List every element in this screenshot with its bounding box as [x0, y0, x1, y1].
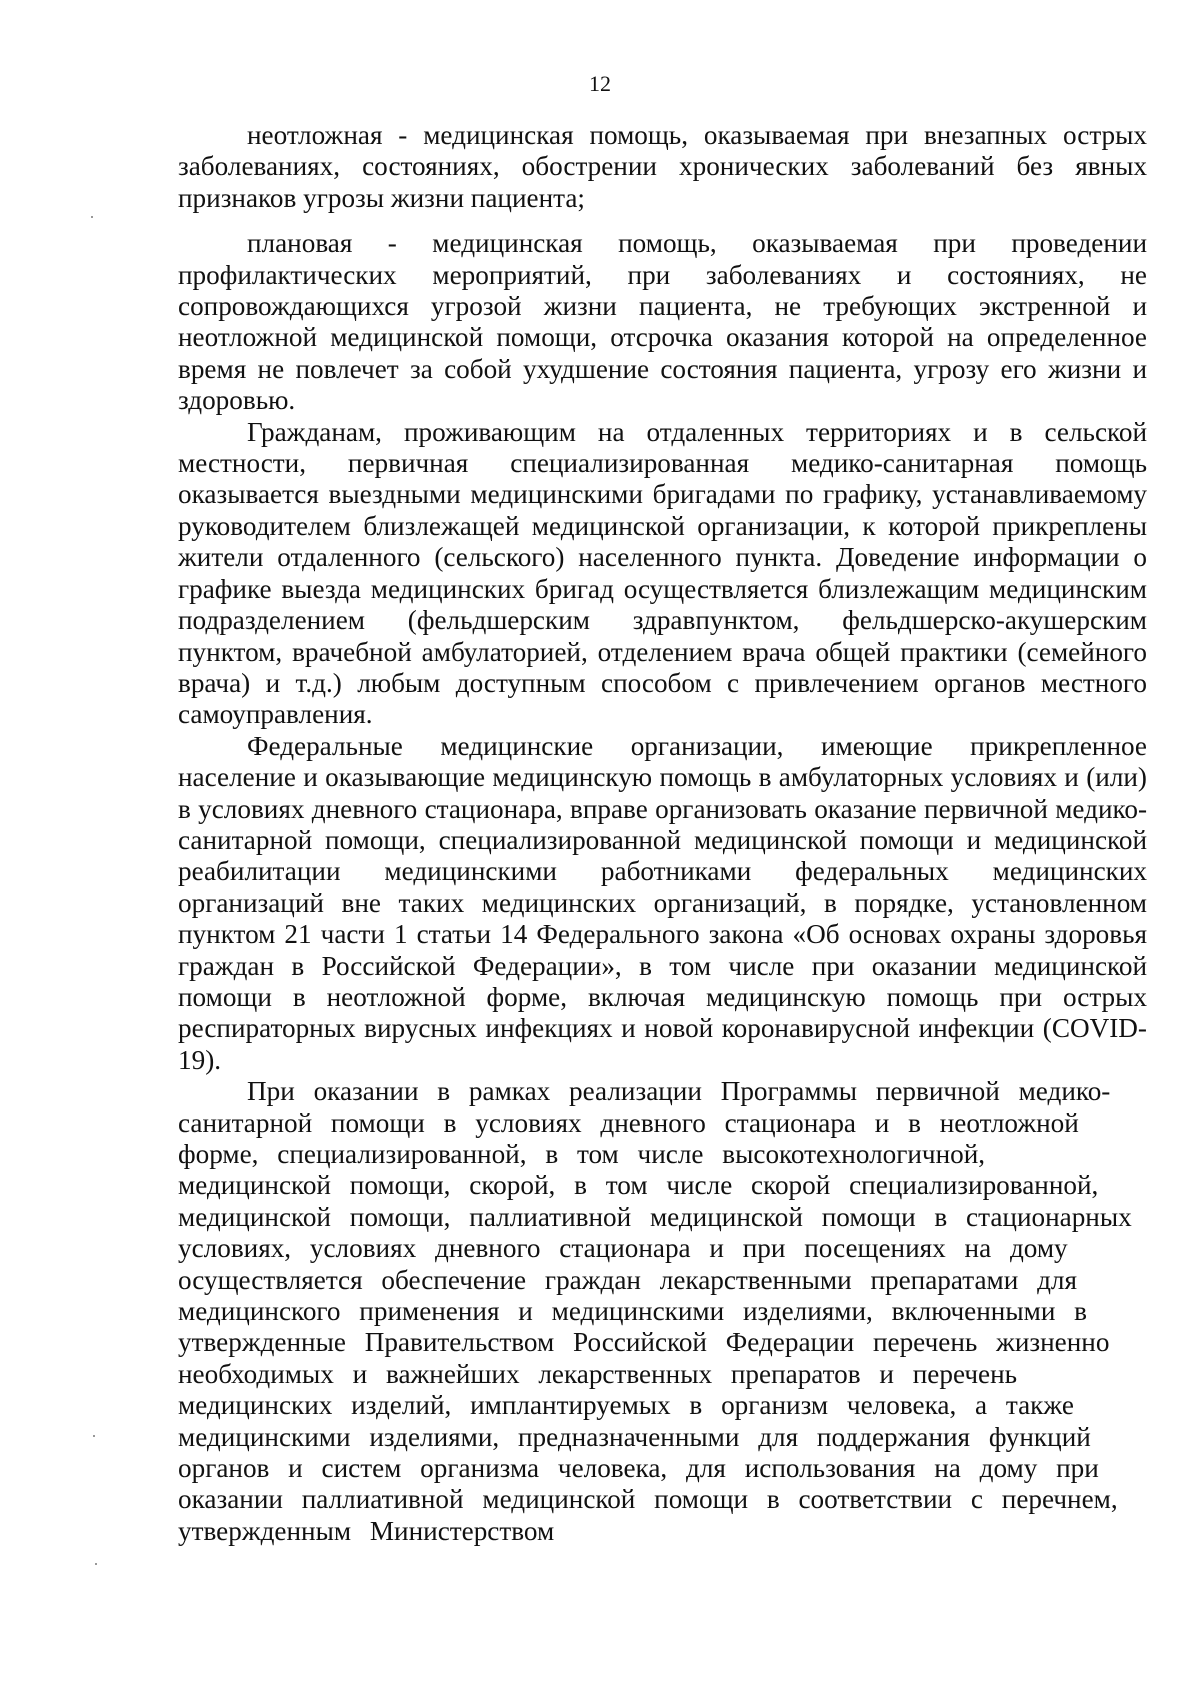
- paragraph-medication-provision: При оказании в рамках реализации Программы первичной медико-санитарной помощи в условиях дневного стационара и в неотложной форме, специализированной, в том числе высокотехнологичной, медицинской помощи, скорой, в том числе скорой специализированной, медицинской помощи, паллиативной медицинской помощи в стационарных условиях, условиях дневного стационара и при посещениях на дому осуществляется обеспечение граждан лекарственными препаратами для медицинского применения и медицинскими изделиями, включенными в утвержденные Правительством Российской Федерации перечень жизненно необходимых и важнейших лекарственных препаратов и перечень медицинских изделий, имплантируемых в организм человека, а также медицинскими изделиями, предназначенными для поддержания функций органов и систем организма человека, для использования на дому при оказании паллиативной медицинской помощи в соответствии с перечнем, утвержденным Министерством: [178, 1076, 1132, 1546]
- page-number: 12: [589, 71, 611, 96]
- scan-speck: [93, 1435, 95, 1437]
- paragraph-urgent-care-definition: неотложная - медицинская помощь, оказываемая при внезапных острых заболеваниях, состояниях, обострении хронических заболеваний без явных признаков угрозы жизни пациента;: [178, 120, 1147, 213]
- paragraph-gap: [178, 214, 1147, 228]
- paragraph-rural-mobile-teams: Гражданам, проживающим на отдаленных территориях и в сельской местности, первичная специализированная медико-санитарная помощь оказывается выездными медицинскими бригадами по графику, устанавливаемому руководителем близлежащей медицинской организации, к которой прикреплены жители отдаленного (сельского) населенного пункта. Доведение информации о графике выезда медицинских бригад осуществляется близлежащим медицинским подразделением (фельдшерским здравпунктом, фельдшерско-акушерским пунктом, врачебной амбулаторией, отделением врача общей практики (семейного врача) и т.д.) любым доступным способом с привлечением органов местного самоуправления.: [178, 416, 1147, 730]
- paragraph-planned-care-definition: плановая - медицинская помощь, оказываемая при проведении профилактических мероприятий, при заболеваниях и состояниях, не сопровождающихся угрозой жизни пациента, не требующих экстренной и неотложной медицинской помощи, отсрочка оказания которой на определенное время не повлечет за собой ухудшение состояния пациента, угрозу его жизни и здоровью.: [178, 228, 1147, 416]
- paragraph-federal-organizations: Федеральные медицинские организации, имеющие прикрепленное население и оказывающие медицинскую помощь в амбулаторных условиях и (или) в условиях дневного стационара, вправе организовать оказание первичной медико-санитарной помощи, специализированной медицинской помощи и медицинской реабилитации медицинскими работниками федеральных медицинских организаций вне таких медицинских организаций, в порядке, установленном пунктом 21 части 1 статьи 14 Федерального закона «Об основах охраны здоровья граждан в Российской Федерации», в том числе при оказании медицинской помощи в неотложной форме, включая медицинскую помощь при острых респираторных вирусных инфекциях и новой коронавирусной инфекции (COVID-19).: [178, 730, 1147, 1075]
- document-body: [178, 120, 1147, 1547]
- scan-speck: [95, 1563, 97, 1565]
- scan-speck: [91, 216, 93, 218]
